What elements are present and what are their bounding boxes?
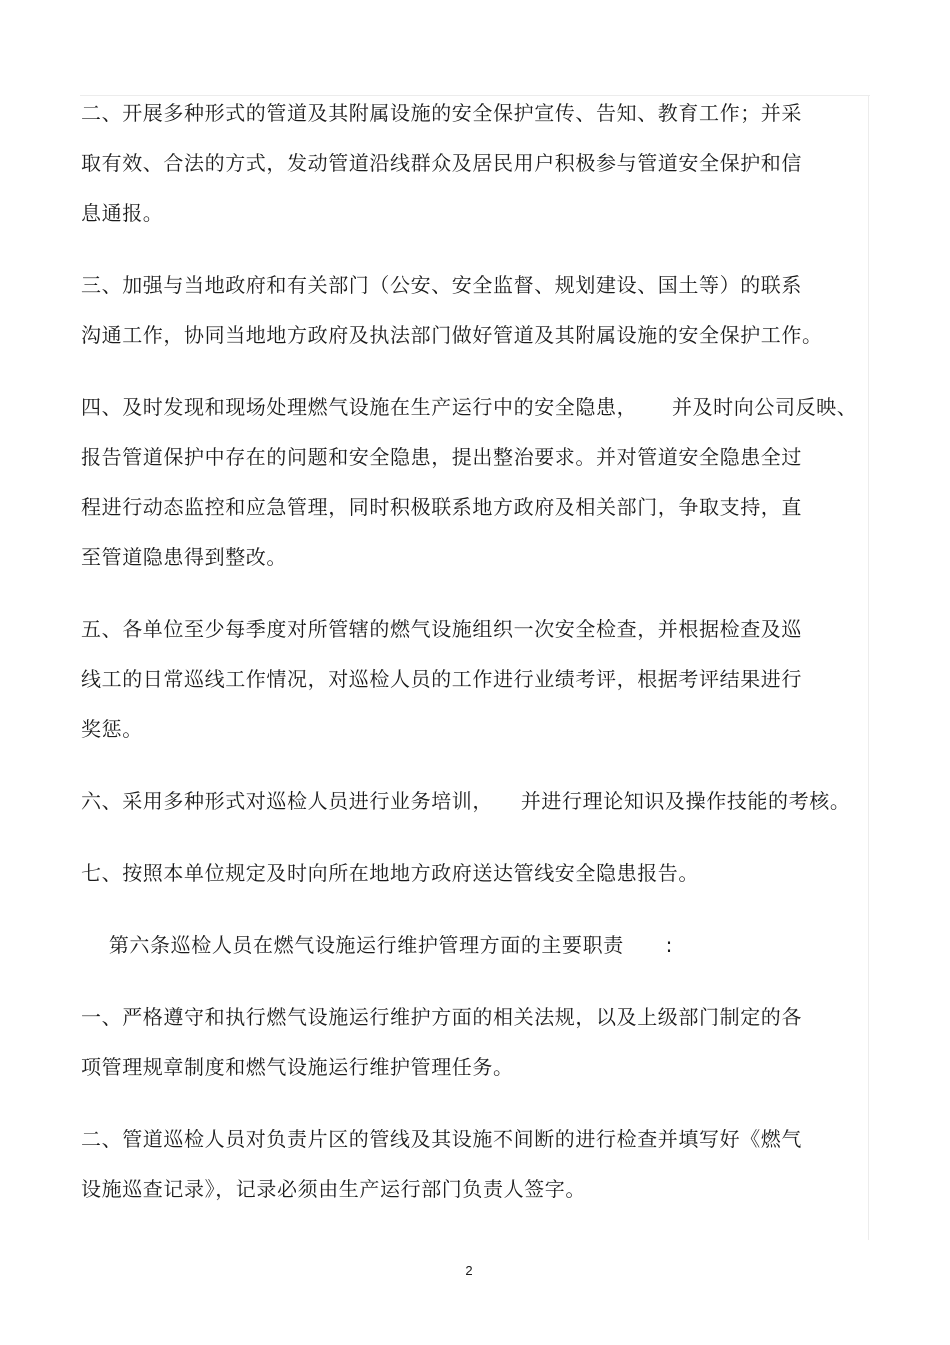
right-border-line bbox=[868, 95, 869, 1240]
paragraph-5-line-1: 五、各单位至少每季度对所管辖的燃气设施组织一次安全检查，并根据检查及巡 bbox=[81, 617, 802, 641]
article-6-heading: 第六条巡检人员在燃气设施运行维护管理方面的主要职责 : bbox=[81, 933, 673, 957]
paragraph-3-line-1: 三、加强与当地政府和有关部门（公安、安全监督、规划建设、国土等）的联系 bbox=[81, 273, 802, 297]
paragraph-4-line-2: 报告管道保护中存在的问题和安全隐患，提出整治要求。并对管道安全隐患全过 bbox=[81, 445, 802, 469]
paragraph-4-line-4: 至管道隐患得到整改。 bbox=[81, 545, 287, 569]
paragraph-2-line-2: 取有效、合法的方式，发动管道沿线群众及居民用户积极参与管道安全保护和信 bbox=[81, 151, 802, 175]
paragraph-3-line-2: 沟通工作，协同当地地方政府及执法部门做好管道及其附属设施的安全保护工作。 bbox=[81, 323, 823, 347]
paragraph-2-line-1: 二、开展多种形式的管道及其附属设施的安全保护宣传、告知、教育工作；并采 bbox=[81, 101, 802, 125]
page-number: 2 bbox=[465, 1263, 473, 1278]
paragraph-7-line-1: 七、按照本单位规定及时向所在地地方政府送达管线安全隐患报告。 bbox=[81, 861, 699, 885]
paragraph-6-line-1: 六、采用多种形式对巡检人员进行业务培训， 并进行理论知识及操作技能的考核。 bbox=[81, 789, 851, 813]
paragraph-5-line-3: 奖惩。 bbox=[81, 717, 143, 741]
paragraph-4-line-3: 程进行动态监控和应急管理，同时积极联系地方政府及相关部门，争取支持，直 bbox=[81, 495, 802, 519]
top-border-line bbox=[80, 95, 870, 96]
paragraph-4-line-1: 四、及时发现和现场处理燃气设施在生产运行中的安全隐患， 并及时向公司反映、 bbox=[81, 395, 858, 419]
duty-1-line-1: 一、严格遵守和执行燃气设施运行维护方面的相关法规，以及上级部门制定的各 bbox=[81, 1005, 802, 1029]
duty-2-line-2: 设施巡查记录》，记录必须由生产运行部门负责人签字。 bbox=[81, 1177, 586, 1201]
paragraph-5-line-2: 线工的日常巡线工作情况，对巡检人员的工作进行业绩考评，根据考评结果进行 bbox=[81, 667, 802, 691]
paragraph-2-line-3: 息通报。 bbox=[81, 201, 164, 225]
duty-1-line-2: 项管理规章制度和燃气设施运行维护管理任务。 bbox=[81, 1055, 514, 1079]
duty-2-line-1: 二、管道巡检人员对负责片区的管线及其设施不间断的进行检查并填写好《燃气 bbox=[81, 1127, 802, 1151]
